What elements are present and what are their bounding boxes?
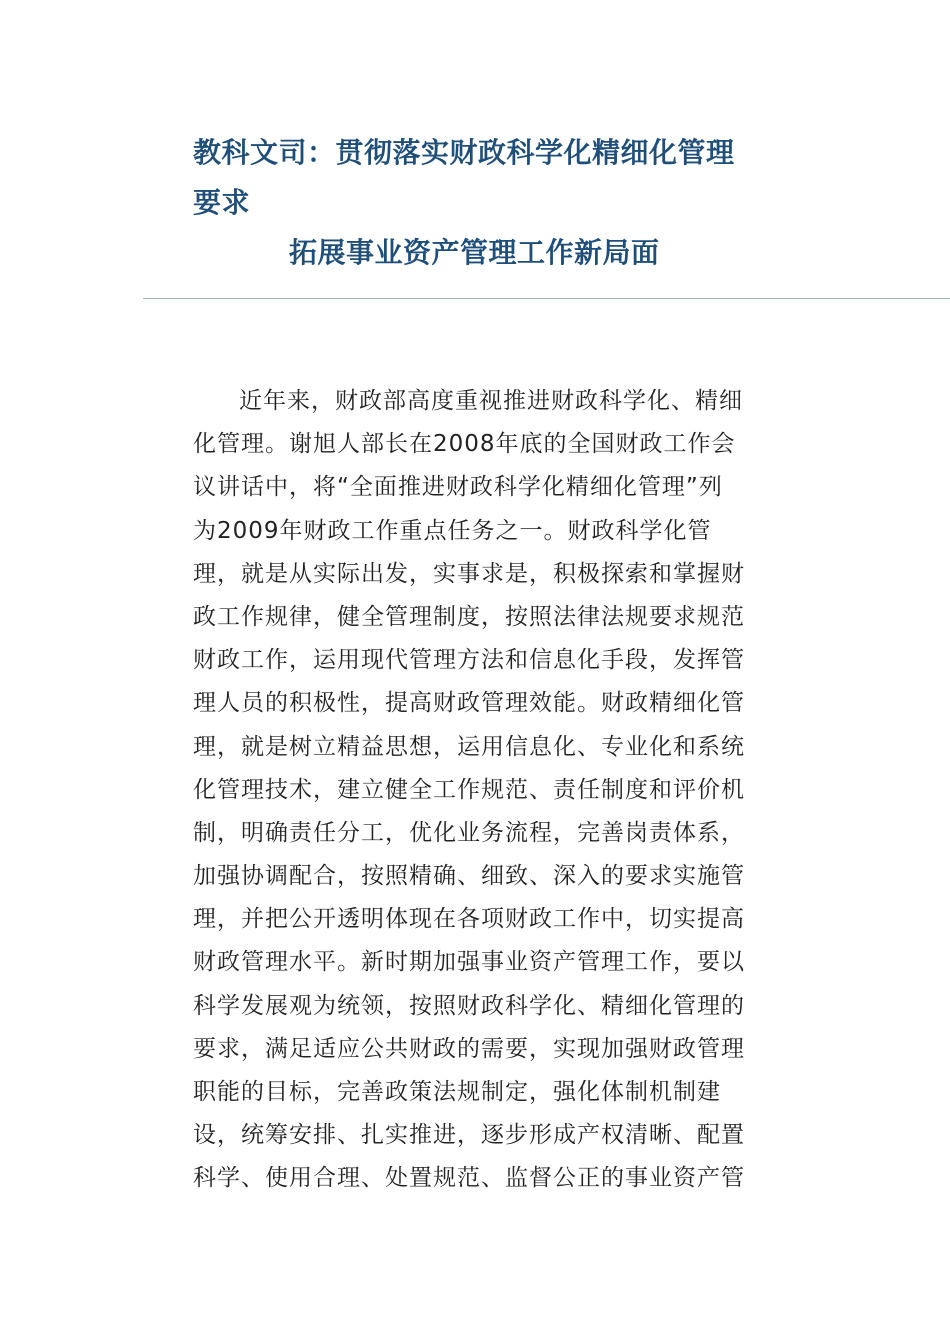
body-line: 理人员的积极性，提高财政管理效能。财政精细化管: [193, 690, 745, 717]
document-title: [193, 128, 753, 278]
body-line: 理，就是从实际出发，实事求是，积极探索和掌握财: [193, 560, 745, 587]
body-line: 政工作规律，健全管理制度，按照法律法规要求规范: [193, 603, 745, 630]
body-line: 科学发展观为统领，按照财政科学化、精细化管理的: [193, 992, 745, 1019]
body-line: 议讲话中，将“全面推进财政科学化精细化管理”列: [193, 474, 723, 501]
body-line: 财政管理水平。新时期加强事业资产管理工作，要以: [193, 949, 745, 976]
title-line-3: 拓展事业资产管理工作新局面: [289, 236, 660, 269]
title-line-1: 教科文司：贯彻落实财政科学化精细化管理: [193, 136, 735, 169]
title-line-2: 要求: [193, 186, 251, 219]
title-divider: [143, 298, 950, 299]
body-line: 科学、使用合理、处置规范、监督公正的事业资产管: [193, 1165, 745, 1192]
document-body: [193, 380, 753, 1201]
body-line: 财政工作，运用现代管理方法和信息化手段，发挥管: [193, 647, 745, 674]
body-line: 设，统筹安排、扎实推进，逐步形成产权清晰、配置: [193, 1122, 745, 1149]
body-line: 制，明确责任分工，优化业务流程，完善岗责体系，: [193, 819, 745, 846]
body-line: 要求，满足适应公共财政的需要，实现加强财政管理: [193, 1035, 745, 1062]
body-line: 化管理。谢旭人部长在2008年底的全国财政工作会: [193, 431, 736, 458]
body-line: 加强协调配合，按照精确、细致、深入的要求实施管: [193, 863, 745, 890]
body-line: 化管理技术，建立健全工作规范、责任制度和评价机: [193, 776, 745, 803]
body-line: 理，就是树立精益思想，运用信息化、专业化和系统: [193, 733, 745, 760]
body-line: 为2009年财政工作重点任务之一。财政科学化管: [193, 517, 712, 544]
body-line: 理，并把公开透明体现在各项财政工作中，切实提高: [193, 906, 745, 933]
body-line: 近年来，财政部高度重视推进财政科学化、精细: [239, 388, 743, 414]
body-line: 职能的目标，完善政策法规制定，强化体制机制建: [193, 1079, 721, 1105]
